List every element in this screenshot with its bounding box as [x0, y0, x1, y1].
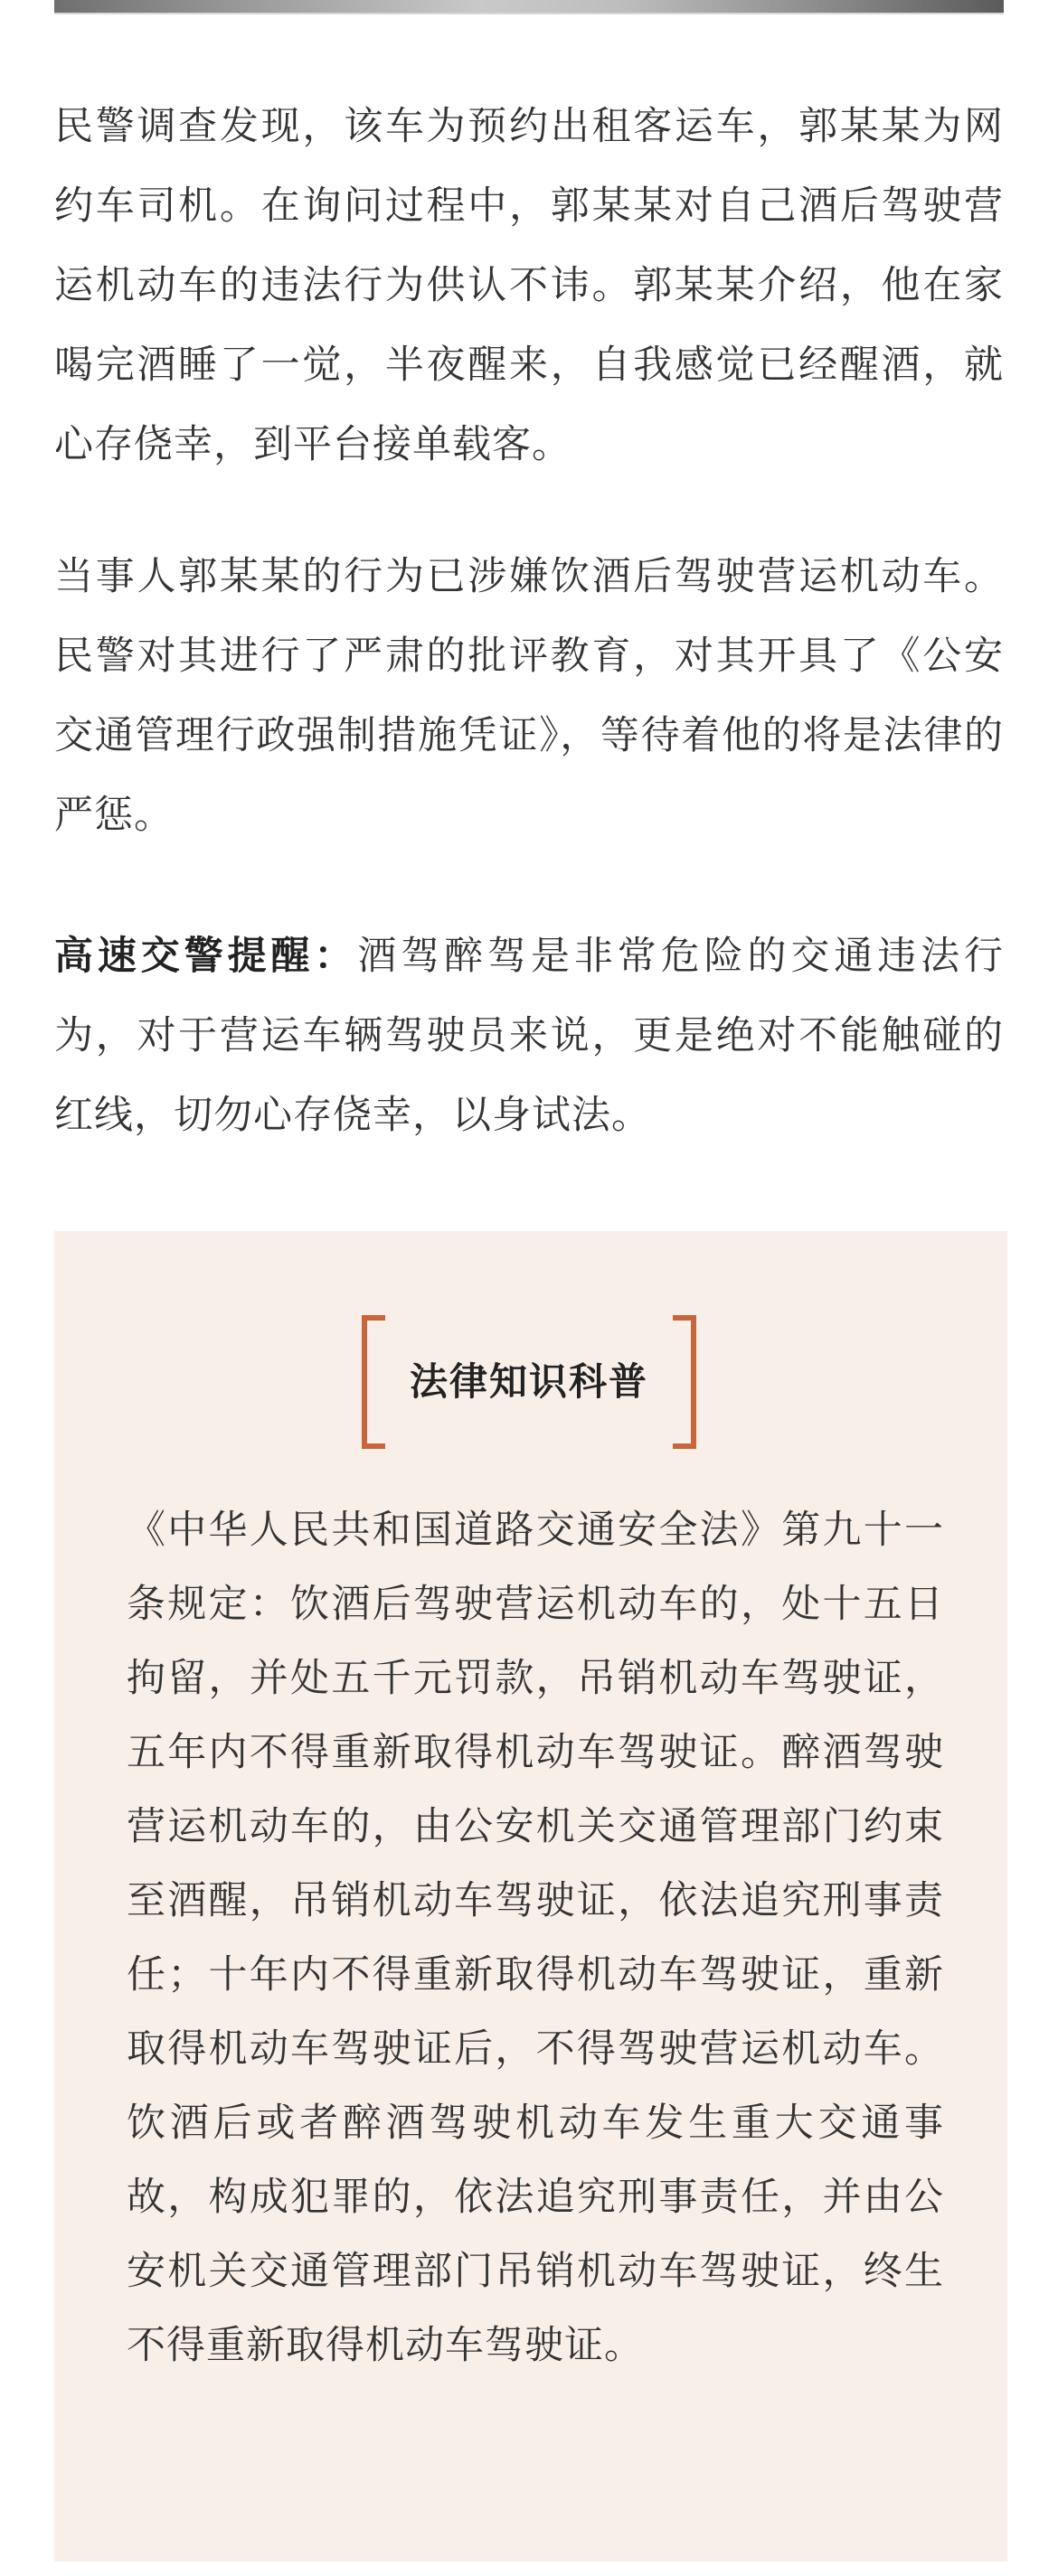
legal-title-frame: [362, 1315, 696, 1449]
article-photo-bottom-edge: [54, 0, 1004, 14]
article-paragraph-reminder: [54, 917, 1004, 1155]
legal-box-text: 《中华人民共和国道路交通安全法》第九十一条规定：饮酒后驾驶营运机动车的，处十五日拘留，并处五千元罚款，吊销机动车驾驶证，五年内不得重新取得机动车驾驶证。醉酒驾驶营运机动车的，由公安机关交通管理部门约束至酒醒，吊销机动车驾驶证，依法追究刑事责任；十年内不得重新取得机动车驾驶证，重新取得机动车驾驶证后，不得驾驶营运机动车。饮酒后或者醉酒驾驶机动车发生重大交通事故，构成犯罪的，依法追究刑事责任，并由公安机关交通管理部门吊销机动车驾驶证，终生不得重新取得机动车驾驶证。: [127, 1508, 944, 2368]
reminder-lead-label: 高速交警提醒：: [54, 934, 358, 979]
legal-box-title: 法律知识科普: [409, 1359, 648, 1404]
article-paragraph-penalty: 当事人郭某某的行为已涉嫌饮酒后驾驶营运机动车。民警对其进行了严肃的批评教育，对其开具了《公安交通管理行政强制措施凭证》，等待着他的将是法律的严惩。: [54, 554, 1004, 838]
article-paragraph-investigation: 民警调查发现，该车为预约出租客运车，郭某某为网约车司机。在询问过程中，郭某某对自己酒后驾驶营运机动车的违法行为供认不讳。郭某某介绍，他在家喝完酒睡了一觉，半夜醒来，自我感觉已经醒酒，就心存侥幸，到平台接单载客。: [54, 104, 1004, 467]
reminder-body: 酒驾醉驾是非常危险的交通违法行为，对于营运车辆驾驶员来说，更是绝对不能触碰的红线，切勿心存侥幸，以身试法。: [54, 934, 1005, 1138]
legal-knowledge-box: [54, 1231, 1007, 2562]
